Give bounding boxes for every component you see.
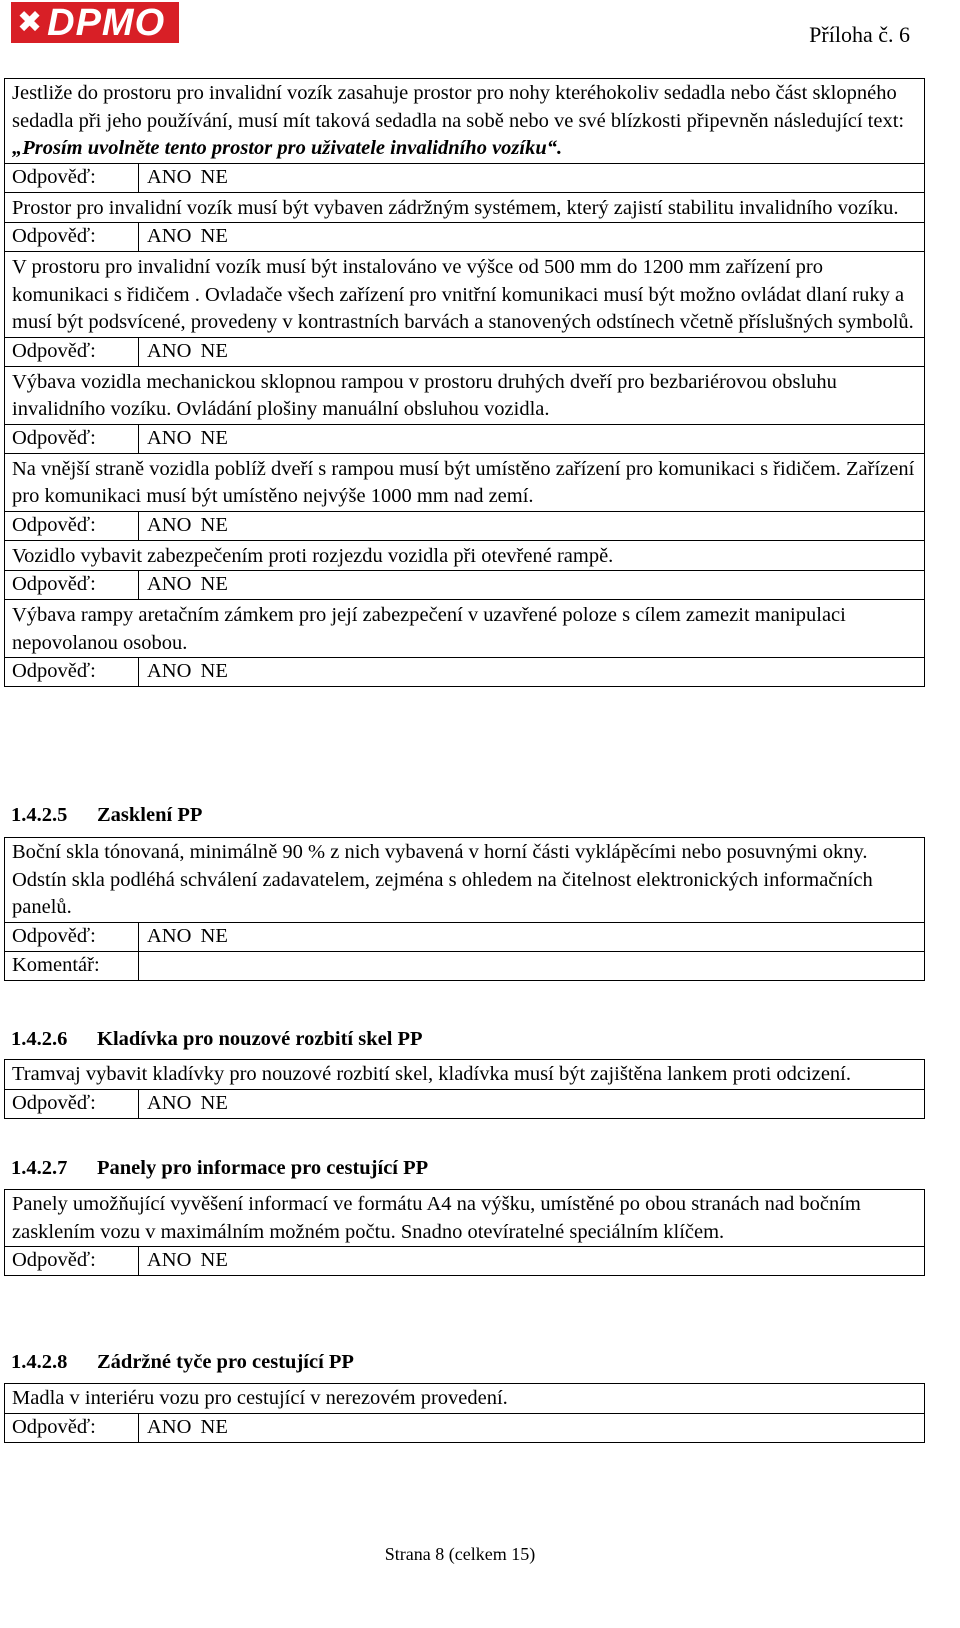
answer-row [5,425,924,454]
section-number: 1.4.2.6 [11,1028,68,1050]
answer-label: Odpověď: [5,223,139,251]
answer-label: Odpověď: [5,658,139,686]
section-title: Kladívka pro nouzové rozbití skel PP [97,1028,423,1050]
answer-label: Odpověď: [5,338,139,366]
section-number: 1.4.2.5 [11,804,68,826]
comment-field[interactable] [139,952,147,980]
comment-label: Komentář: [5,952,139,980]
answer-options[interactable]: ANO NE [147,924,228,947]
answer-label: Odpověď: [5,1247,139,1275]
section-number: 1.4.2.8 [11,1351,68,1373]
section-heading [11,1028,423,1051]
answer-label: Odpověď: [5,571,139,599]
section-table [4,1189,925,1276]
section-heading [11,804,202,827]
answer-options[interactable]: ANO NE [147,165,228,188]
requirement-row: Boční skla tónovaná, minimálně 90 % z nich vybavená v horní části vyklápěcími nebo posuvnými okny. Odstín skla podléhá schválení zadavatelem, zejména s ohledem na čitelnost elektronických informačních panelů. [5,838,924,923]
answer-label: Odpověď: [5,164,139,192]
answer-options[interactable]: ANO NE [147,1415,228,1438]
answer-label: Odpověď: [5,923,139,951]
requirement-row: Výbava vozidla mechanickou sklopnou rampou v prostoru druhých dveří pro bezbariérovou obsluhu invalidního vozíku. Ovládání plošiny manuální obsluhou vozidla. [5,367,924,425]
annex-label: Příloha č. 6 [809,22,910,47]
answer-row [5,923,924,952]
answer-label: Odpověď: [5,1090,139,1118]
answer-options[interactable]: ANO NE [147,426,228,449]
section-heading [11,1351,354,1374]
answer-options[interactable]: ANO NE [147,339,228,362]
answer-options[interactable]: ANO NE [147,573,228,595]
answer-row [5,338,924,367]
answer-row [5,658,924,686]
answer-options[interactable]: ANO NE [147,660,228,682]
answer-row [5,512,924,541]
requirement-row: V prostoru pro invalidní vozík musí být instalováno ve výšce od 500 mm do 1200 mm zařízení pro komunikaci s řidičem . Ovladače všech zařízení pro vnitřní komunikaci musí být možno ovládat dlaní ruky a musí být podsvícené, provedeny v kontrastních barvách a stanovených odstínech včetně příslušných symbolů. [5,252,924,338]
answer-row [5,1414,924,1442]
requirement-row: Výbava rampy aretačním zámkem pro její zabezpečení v uzavřené poloze s cílem zamezit manipulaci nepovolanou osobou. [5,600,924,658]
answer-row [5,1247,924,1275]
answer-options[interactable]: ANO NE [147,513,228,536]
requirements-table [4,78,925,687]
requirement-row [5,79,924,164]
logo-text: DPMO [47,1,166,44]
requirement-row: Vozidlo vybavit zabezpečením proti rozjezdu vozidla při otevřené rampě. [5,541,924,572]
dpmo-logo [11,2,179,43]
answer-options[interactable]: ANO NE [147,225,228,247]
section-title: Panely pro informace pro cestující PP [97,1157,429,1179]
requirement-text: Jestliže do prostoru pro invalidní vozík zasahuje prostor pro nohy kteréhokoliv sedadla nebo část sklopného sedadla při jeho používání, musí mít taková sedadla na sobě nebo ve své blízkosti připevněn následující text: [12,82,905,132]
requirement-row: Panely umožňující vyvěšení informací ve formátu A4 na výšku, umístěné po obou stranách nad bočním zasklením vozu v maximálním možném počtu. Snadno otevíratelné speciálním klíčem. [5,1190,924,1247]
requirement-row: Madla v interiéru vozu pro cestující v nerezovém provedení. [5,1384,924,1414]
requirement-row: Na vnější straně vozidla poblíž dveří s rampou musí být umístěno zařízení pro komunikaci s řidičem. Zařízení pro komunikaci musí být umístěno nejvýše 1000 mm nad zemí. [5,454,924,512]
answer-label: Odpověď: [5,512,139,540]
section-table [4,1383,925,1443]
answer-row [5,164,924,193]
requirement-row: Tramvaj vybavit kladívky pro nouzové rozbití skel, kladívka musí být zajištěna lankem proti odcizení. [5,1060,924,1090]
logo-mark-icon: ✖ [17,5,44,39]
answer-options[interactable]: ANO NE [147,1091,228,1114]
section-number: 1.4.2.7 [11,1157,68,1179]
section-table [4,1059,925,1119]
answer-options[interactable]: ANO NE [147,1249,228,1271]
requirement-row: Prostor pro invalidní vozík musí být vybaven zádržným systémem, který zajistí stabilitu invalidního vozíku. [5,193,924,224]
answer-label: Odpověď: [5,425,139,453]
requirement-quote: „Prosím uvolněte tento prostor pro uživatele invalidního vozíku“. [12,137,563,159]
answer-label: Odpověď: [5,1414,139,1442]
section-title: Zasklení PP [97,804,203,826]
section-title: Zádržné tyče pro cestující PP [97,1351,354,1373]
page-footer: Strana 8 (celkem 15) [384,1544,536,1564]
answer-row [5,1090,924,1118]
comment-row [5,952,924,980]
answer-row [5,571,924,600]
section-heading [11,1157,428,1180]
answer-row [5,223,924,252]
section-table [4,837,925,981]
